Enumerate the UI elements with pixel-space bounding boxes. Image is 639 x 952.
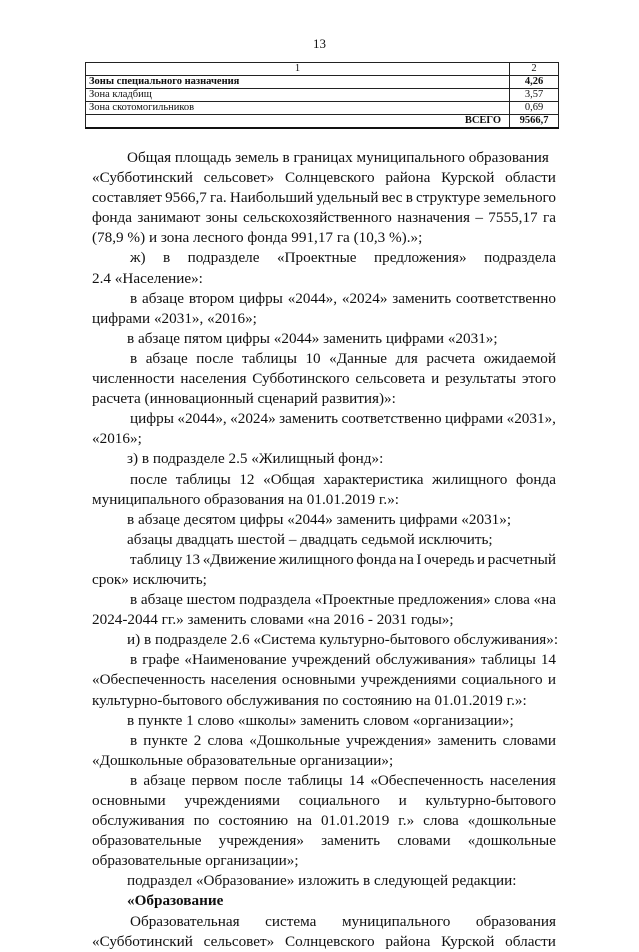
word: сельскохозяйственного [242,209,392,227]
word: первом [191,771,239,789]
text-line: 2024-2044 гг.» заменить словами «на 2016 - 2031 годы»; [92,611,454,629]
word: в [130,591,138,609]
word: очередь [424,550,475,568]
word: «2044», [177,410,227,428]
word: сельсовета [355,370,426,388]
word: учреждения» [218,832,304,850]
text-line: подраздел «Образование» изложить в следующей редакции: [127,872,517,890]
word: фонда [356,550,397,568]
word: абзаце [145,349,188,367]
word: предложения» [397,591,491,609]
table-header-cell: 2 [510,63,559,76]
word: «Проектные [314,591,395,609]
word: социального [461,671,543,689]
word: занимают [137,209,201,227]
word: подразделе [187,249,260,267]
word: района [385,932,431,950]
zone-name-cell: Зоны специального назначения [86,76,510,89]
word: назначения [397,209,470,227]
word: «Обеспеченность [370,771,484,789]
word: «Общая [263,470,315,488]
word: Солнцевского [285,169,375,187]
word: г.» [398,812,415,830]
word: таблицу [130,550,183,568]
word: «2031», [506,410,556,428]
text-line: з) в подразделе 2.5 «Жилищный фонд»: [127,450,384,468]
text-line [92,791,556,811]
word: обслуживания» [375,651,476,669]
word: характеристика [323,470,424,488]
word: «Дошкольные [249,731,341,749]
word: в [163,249,171,267]
text-line [92,168,556,188]
word: фонда [515,470,556,488]
word: цифры [130,410,174,428]
word: основными [92,792,166,809]
word: слова [207,731,244,749]
text-line: муниципального образования на 01.01.2019 г.»: [92,490,400,508]
word: учреждениями [360,671,457,689]
text-line: цифрами «2031», «2016»; [92,309,257,327]
word: для [395,349,418,367]
text-line [92,470,556,490]
text-line: и) в подразделе 2.6 «Система культурно-бытового обслуживания»: [127,631,559,649]
text-line: срок» исключить; [92,570,207,588]
word: расчета [426,349,476,367]
word: и [477,550,486,568]
word: 12 [239,470,255,488]
word: га [542,209,556,227]
text-line: расчета (инновационный сценарий развития)»: [92,390,396,408]
word: «Проектные [276,249,357,267]
word: области [505,932,556,950]
word: после [130,470,168,488]
text-line: культурно-бытового обслуживания по состоянию на 01.01.2019 г.»: [92,691,527,709]
text-line [92,409,556,429]
word: соответственно [341,410,442,428]
word: «дошкольные [467,812,556,830]
word: заменить [279,410,339,428]
word: таблицы [287,771,343,789]
word: «Данные [329,349,388,367]
text-line [92,771,556,791]
page-number: 13 [313,36,326,51]
word: Наибольший [229,189,314,207]
word: зоны [205,209,238,227]
word: и [547,671,556,689]
word: заменить [437,731,497,749]
word: слова [423,812,459,830]
word: после [244,771,282,789]
word: слова [494,591,530,609]
word: «2044», [287,289,338,307]
word: района [385,169,431,187]
total-value: 9566,7 [510,115,559,129]
word: составляет [92,189,162,207]
word: области [505,169,556,187]
word: 9566,7 [165,189,207,207]
text-line: (78,9 %) и зона лесного фонда 991,17 га (10,3 %).»; [92,229,423,247]
word: Курской [441,169,495,187]
word: населения [489,771,556,789]
word: цифрами [445,410,504,428]
text-line [92,188,556,208]
word: Образовательная [130,912,240,930]
table-row [86,102,559,115]
word: «на [533,591,556,609]
word: в [130,651,138,669]
word: удельный [316,189,379,207]
text-line [92,208,556,228]
word: образовательные [92,832,202,850]
zone-value-cell: 4,26 [510,76,559,89]
text-line [92,670,556,690]
word: заменить [321,832,381,850]
total-label: ВСЕГО [86,115,510,129]
word: муниципального [341,912,451,930]
word: населения [210,671,277,689]
word: структуре [415,189,481,207]
word: образования [475,912,556,930]
zone-name-cell: Зона кладбищ [86,89,510,102]
word: в [130,349,138,367]
word: га. [209,189,227,207]
word: предложения» [373,249,467,267]
word: населения [180,370,247,388]
text-line [92,590,556,610]
word: численности [92,370,175,388]
word: «Субботинский [92,169,193,187]
word: 10 [305,349,321,367]
word: «2024» [230,410,276,428]
word: шестом [186,591,236,609]
word: словами [502,731,556,749]
word: цифры [238,289,283,307]
text-line: в абзаце пятом цифры «2044» заменить цифрами «2031»; [127,329,498,347]
word: 14 [540,651,556,669]
word: «дошкольные [467,832,556,850]
word: результаты [445,370,517,388]
word: на [398,550,414,568]
word: ж) [130,249,146,267]
word: 14 [348,771,365,789]
text-line: «Дошкольные образовательные организации»; [92,751,394,769]
text-line: в пункте 1 слово «школы» заменить словом «организации»; [127,711,514,729]
word: ожидаемой [483,349,556,367]
word: – [475,209,483,227]
word: основными [281,671,356,689]
text-line [92,831,556,851]
word: таблицы [480,651,536,669]
word: культурно-бытового [425,792,556,809]
word: в [130,289,138,307]
text-line: Общая площадь земель в границах муниципального образования [127,149,549,166]
word: «Обеспеченность [92,671,206,689]
word: «2024» [341,289,388,307]
word: графе [142,651,180,669]
word: состоянию [218,812,289,830]
text-line: 2.4 «Население»: [92,269,203,287]
document-body [92,148,559,952]
word: 13 [184,550,201,568]
word: социального [298,792,380,809]
text-line [92,932,556,952]
word: учреждений [291,651,371,669]
word: земельного [483,189,556,207]
text-line: в абзаце десятом цифры «2044» заменить цифрами «2031»; [127,510,512,528]
word: расчетный [487,550,556,568]
word: «Движение [202,550,276,568]
text-line [92,349,556,369]
word: жилищного [432,470,508,488]
word: на [297,812,312,830]
text-line [92,650,556,670]
word: в [405,189,413,207]
word: «Субботинский [92,932,193,950]
table-total-row [86,115,559,129]
word: I [416,550,422,568]
table-header-row [86,63,559,76]
word: Курской [441,932,495,950]
text-line: абзацы двадцать шестой – двадцать седьмой исключить; [127,530,493,548]
word: заменить [392,289,452,307]
word: и [398,792,407,809]
word: абзаце [143,771,186,789]
text-line [92,550,556,570]
table-header-cell: 1 [86,63,510,76]
word: учреждения» [346,731,432,749]
word: вес [381,189,403,207]
word: в [130,771,138,789]
word: абзаце [140,591,183,609]
word: 2 [193,731,202,749]
word: абзаце [141,289,185,307]
text-line [92,289,556,309]
text-line [92,731,556,751]
word: система [265,912,317,930]
word: в [130,731,138,749]
word: пункте [143,731,188,749]
text-line: образовательные организации»; [92,852,299,870]
word: обслуживания [92,812,185,830]
word: и [431,370,440,388]
text-line: «2016»; [92,430,142,448]
word: Субботинского [252,370,350,388]
word: по [193,812,210,830]
word: втором [188,289,235,307]
word: таблицы [175,470,231,488]
zone-value-cell: 0,69 [510,102,559,115]
word: 01.01.2019 [320,812,390,830]
text-line [92,369,556,389]
word: учреждениями [184,792,280,809]
zone-name-cell: Зона скотомогильников [86,102,510,115]
table-row [86,89,559,102]
word: сельсовет» [203,932,275,950]
word: подраздела [239,591,311,609]
word: «Наименование [184,651,287,669]
word: жилищного [278,550,354,568]
word: соответственно [455,289,556,307]
word: этого [521,370,556,388]
text-line: «Образование [127,892,224,910]
text-line [92,811,556,831]
word: 7555,17 [488,209,538,227]
word: подраздела [484,249,556,267]
land-balance-table [85,62,559,129]
table-row [86,76,559,89]
text-line [92,248,556,268]
word: фонда [92,209,133,227]
zone-value-cell: 3,57 [510,89,559,102]
word: после [196,349,234,367]
text-line [92,912,556,932]
word: таблицы [241,349,297,367]
word: Солнцевского [285,932,375,950]
word: сельсовет» [203,169,275,187]
word: словами [397,832,451,850]
